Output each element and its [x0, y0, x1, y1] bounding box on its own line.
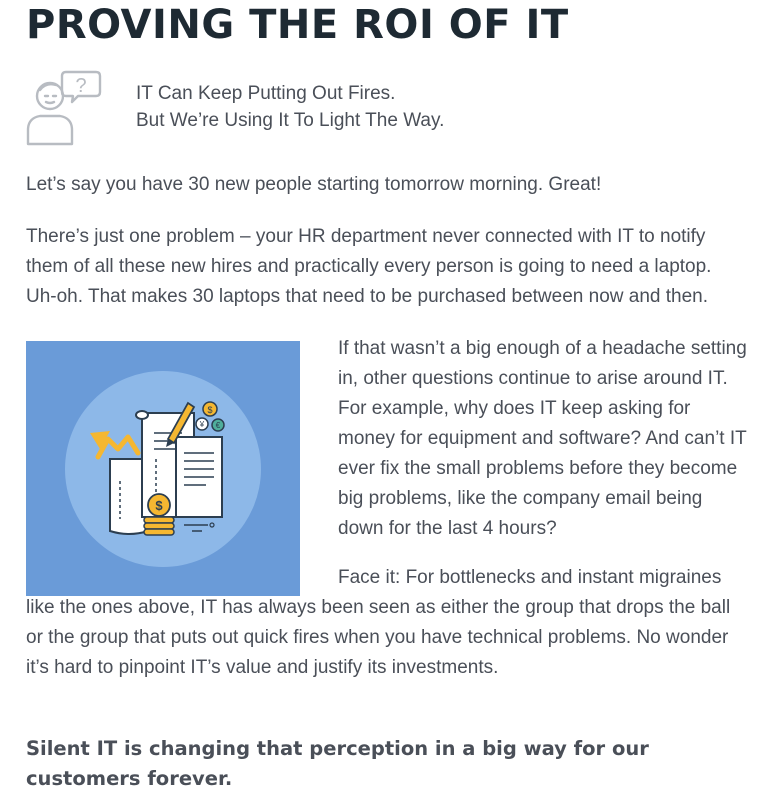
finance-receipts-illustration [26, 341, 300, 596]
document-icon [176, 437, 222, 517]
paragraph-4-text: Face it: For bottlenecks and instant migraines like the ones above, IT has always been seen as either the group that drops the ball or the group that puts out quick fires when you have technical problems. No wonder it’s hard to pinpoint IT’s value and justify its investments. [26, 567, 731, 678]
tagline-line-1: IT Can Keep Putting Out Fires. [136, 83, 396, 104]
tagline-line-2: But We’re Using It To Light The Way. [136, 110, 445, 131]
tagline-block [26, 66, 742, 150]
paragraph-2: There’s just one problem – your HR department never connected with IT to notify them of all these new hires and practically every person is going to need a laptop. Uh-oh. That makes 30 laptops that need to be purchased between now and then. [26, 226, 712, 307]
question-mark: ? [75, 75, 87, 97]
euro-coin-label: € [215, 421, 221, 430]
closing-statement: Silent IT is changing that perception in a big way for our customers forever. [26, 737, 649, 790]
side-text [338, 334, 748, 544]
paragraph-4 [26, 563, 742, 683]
paragraph-1: Let’s say you have 30 new people starting tomorrow morning. Great! [26, 174, 602, 195]
yen-coin-label: ¥ [199, 420, 205, 429]
paragraph-4-wrap [26, 563, 742, 683]
tagline-text [136, 80, 444, 134]
dollar-coin-label: $ [207, 405, 213, 415]
coin-dollar-label: $ [155, 498, 163, 513]
paragraph-3: If that wasn’t a big enough of a headache setting in, other questions continue to arise around IT. For example, why does IT keep asking for money for equipment and software? And can’t IT ever fix the small problems before they become big problems, like the company email being down for the last 4 hours? [338, 338, 747, 539]
page-title: PROVING THE ROI OF IT [26, 2, 569, 48]
person-question-icon [26, 66, 102, 146]
